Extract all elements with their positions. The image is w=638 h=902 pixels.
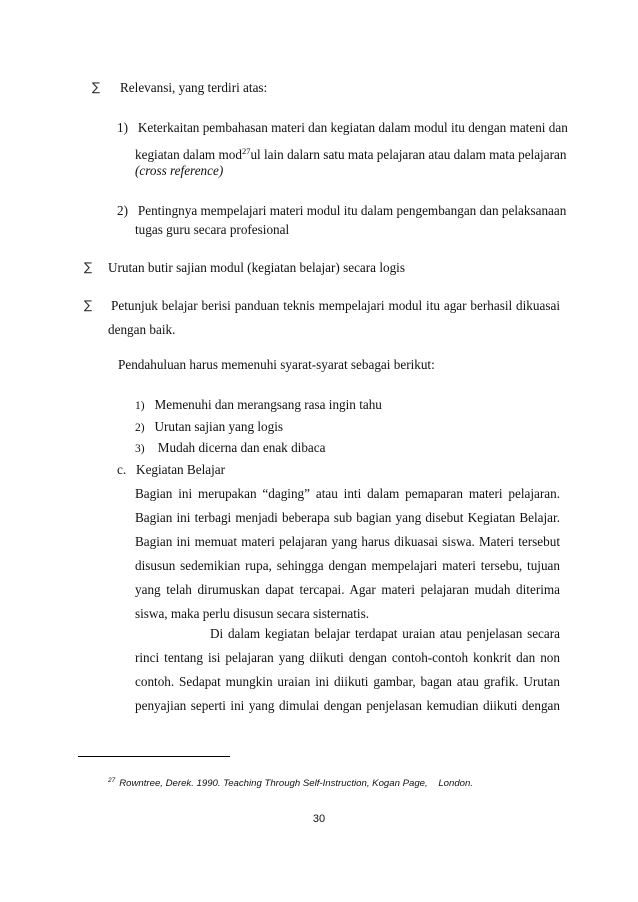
bullet-symbol: ∑	[84, 298, 93, 312]
footnote-separator	[78, 756, 230, 757]
item-number: 1)	[117, 120, 128, 135]
bullet-relevansi: Relevansi, yang terdiri atas:	[120, 80, 268, 95]
pendahuluan-item-1: 1) Memenuhi dan merangsang rasa ingin tahu	[135, 397, 382, 412]
paragraph-line: contoh. Sedapat mungkin uraian ini diikuti gambar, bagan atau grafik. Urutan	[135, 674, 560, 689]
paragraph-line: Bagian ini terbagi menjadi beberapa sub bagian yang disebut Kegiatan Belajar.	[135, 510, 560, 525]
bullet-symbol: ∑	[92, 80, 101, 94]
bullet-symbol: ∑	[84, 260, 93, 274]
footnote-text: Rowntree, Derek. 1990. Teaching Through Self-Instruction, Kogan Page, London.	[119, 778, 474, 789]
relevansi-item-2	[117, 202, 566, 219]
paragraph-line: disusun sedemikian rupa, sehingga dengan mempelajari materi tersebu, tujuan	[135, 558, 560, 573]
relevansi-item-2-line2: tugas guru secara profesional	[135, 222, 290, 237]
relevansi-item-1	[117, 119, 568, 136]
paragraph-line: siswa, maka perlu disusun secara sisternatis.	[135, 606, 370, 621]
pendahuluan-intro: Pendahuluan harus memenuhi syarat-syarat sebagai berikut:	[118, 357, 435, 372]
pendahuluan-item-3: 3) Mudah dicerna dan enak dibaca	[135, 440, 326, 455]
bullet-petunjuk-line2: dengan baik.	[108, 322, 176, 337]
page-number: 30	[312, 813, 326, 825]
paragraph-line: rinci tentang isi pelajaran yang diikuti dengan contoh-contoh konkrit dan non	[135, 650, 560, 665]
pendahuluan-item-2: 2) Urutan sajian yang logis	[135, 419, 284, 434]
section-heading-kegiatan: c. Kegiatan Belajar	[117, 462, 226, 477]
relevansi-item-1-line2: kegiatan dalam mod$^{27}$ul lain dalarn satu mata pelajaran atau dalam mata pelajaran	[135, 146, 567, 162]
paragraph-line: yang telah dirumuskan dapat tercapai. Agar materi pelajaran mudah diterima	[135, 582, 560, 597]
item-number: 2)	[117, 203, 128, 218]
relevansi-item-1-line3: (cross reference)	[135, 163, 224, 178]
bullet-petunjuk: Petunjuk belajar berisi panduan teknis mempelajari modul itu agar berhasil dikuasai	[111, 298, 560, 313]
item-text: Keterkaitan pembahasan materi dan kegiatan dalam modul itu dengan mateni dan	[137, 120, 568, 135]
paragraph-line: Di dalam kegiatan belajar terdapat uraian atau penjelasan secara	[210, 626, 560, 641]
footnote	[108, 777, 473, 789]
paragraph-line: Bagian ini memuat materi pelajaran yang harus dikuasai siswa. Materi tersebut	[135, 534, 560, 549]
footnote-marker: 27	[108, 777, 116, 784]
paragraph-line: Bagian ini merupakan “daging” atau inti dalam pemaparan materi pelajaran.	[135, 486, 560, 501]
footnote-reference: 27	[241, 146, 251, 156]
paragraph-line: penyajian seperti ini yang dimulai dengan penjelasan kemudian diikuti dengan	[135, 698, 560, 713]
bullet-urutan: Urutan butir sajian modul (kegiatan belajar) secara logis	[108, 260, 405, 275]
item-text: Pentingnya mempelajari materi modul itu dalam pengembangan dan pelaksanaan	[137, 203, 567, 218]
